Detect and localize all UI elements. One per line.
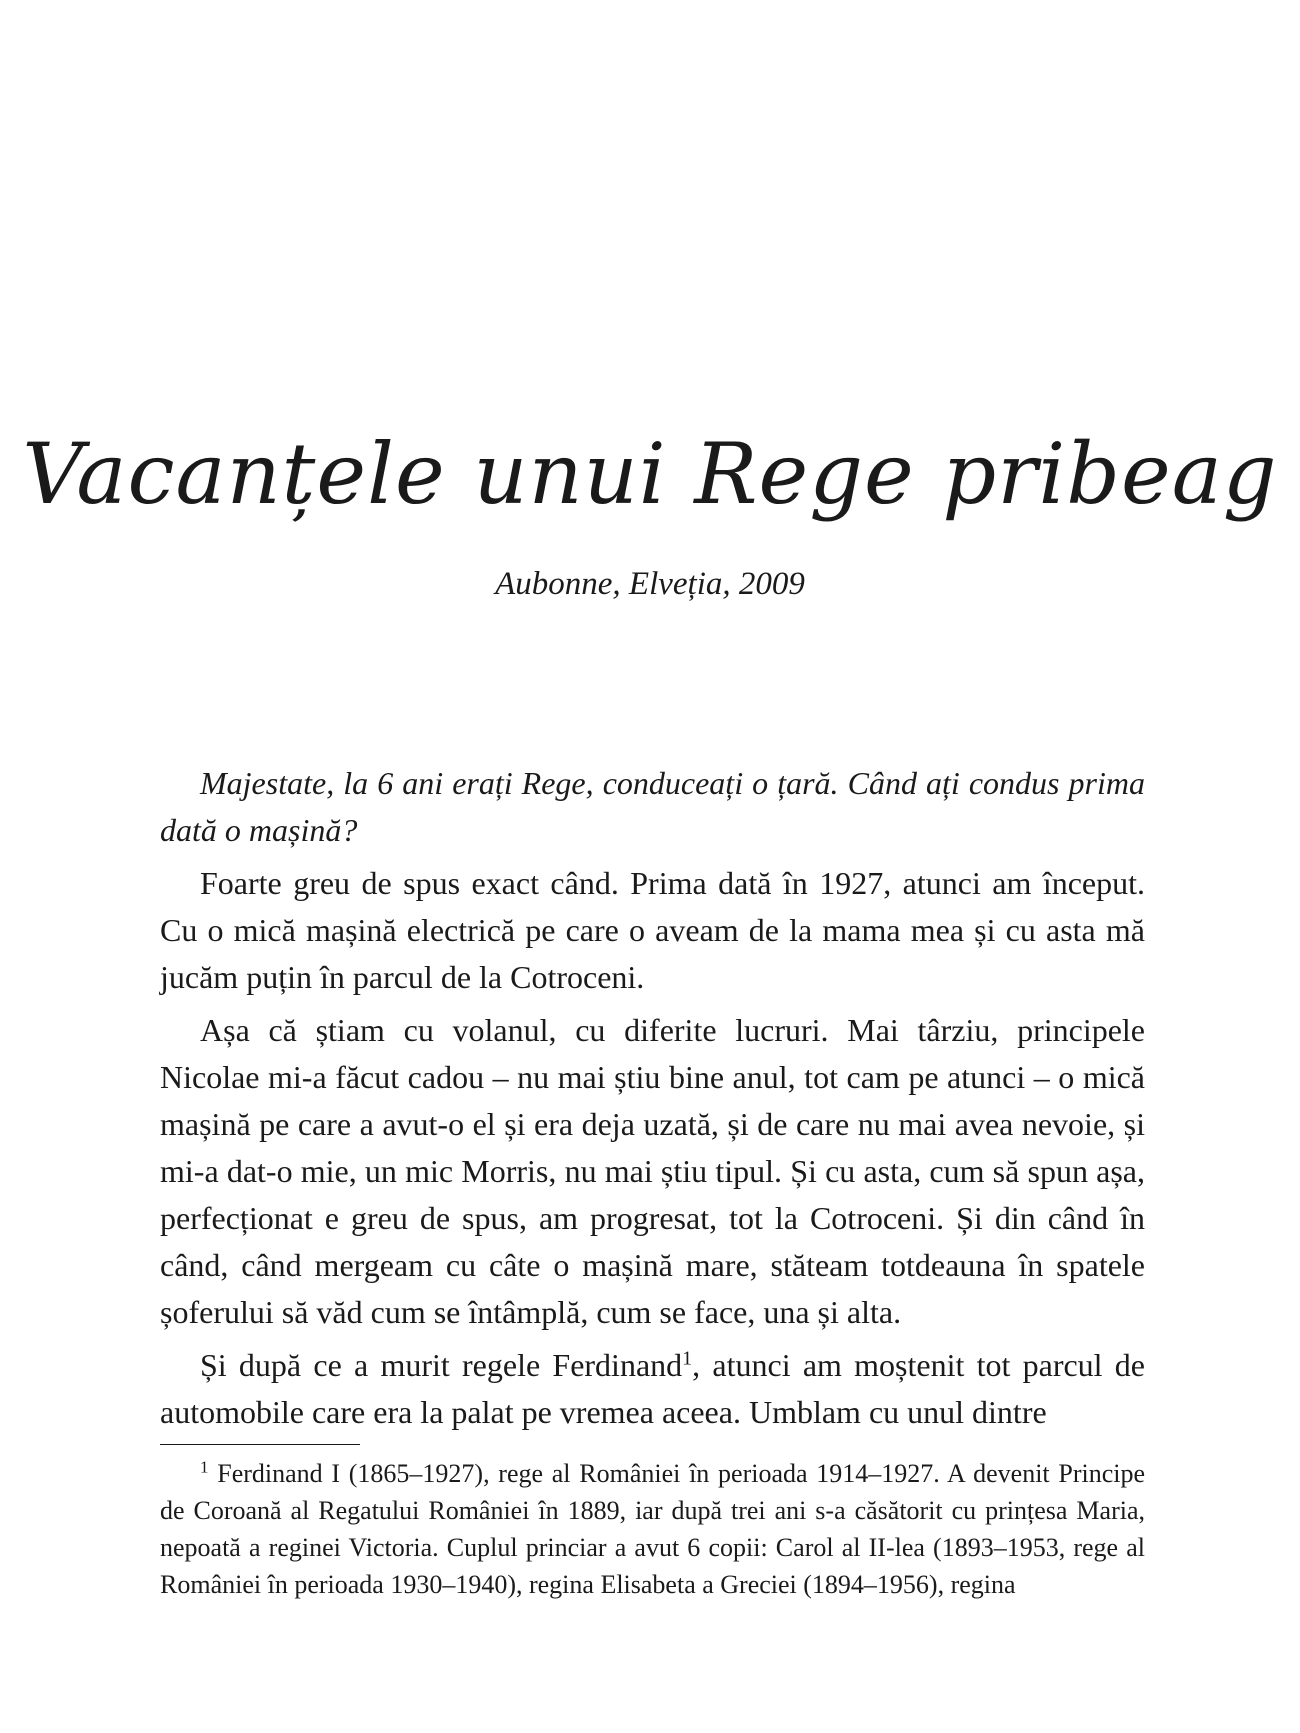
footnote-text: Ferdinand I (1865–1927), rege al României în perioada 1914–1927. A devenit Principe de Coroană al Regatului României în 1889, iar după trei ani s-a căsătorit cu prințesa Maria, nepoată a reginei Victoria. Cuplul princiar a avut 6 copii: Carol al II-lea (1893–1953, rege al României în perioada 1930–1940), regina Elisabeta a Greciei (1894–1956), regina bbox=[160, 1459, 1146, 1599]
answer-paragraph-1: Foarte greu de spus exact când. Prima dată în 1927, atunci am început. Cu o mică mașină electrică pe care o aveam de la mama mea și cu asta mă jucăm puțin în parcul de la Cotroceni. bbox=[160, 865, 1145, 995]
paragraph-3-text-after: , atunci am moștenit tot parcul de automobile care era la palat pe vremea aceea. Umblam cu unul dintre bbox=[160, 1347, 1146, 1430]
answer-paragraph-3 bbox=[160, 1342, 1145, 1436]
chapter-title: Vacanțele unui Rege pribeag bbox=[22, 425, 1278, 523]
answer-paragraph-2: Așa că știam cu volanul, cu diferite lucruri. Mai târziu, principele Nicolae mi-a făcut cadou – nu mai știu bine anul, tot cam pe atunci – o mică mașină pe care a avut-o el și era deja uzată, și de care nu mai avea nevoie, și mi-a dat-o mie, un mic Morris, nu mai știu tipul. Și cu asta, cum să spun așa, perfecționat e greu de spus, am progresat, tot la Cotroceni. Și din când în când, când mergeam cu câte o mașină mare, stăteam totdeauna în spatele șoferului să văd cum se întâmplă, cum se face, una și alta. bbox=[160, 1012, 1145, 1330]
footnote bbox=[160, 1455, 1145, 1603]
paragraph-3-text-before: Și după ce a murit regele Ferdinand bbox=[200, 1347, 683, 1383]
interview-question: Majestate, la 6 ani erați Rege, conduceați o țară. Când ați condus prima dată o mașină? bbox=[160, 765, 1145, 848]
footnote-reference: 1 bbox=[682, 1347, 693, 1370]
footnote-divider bbox=[160, 1444, 360, 1445]
footnote-marker: 1 bbox=[200, 1457, 209, 1477]
footnotes-section bbox=[160, 1455, 1145, 1603]
chapter-subtitle: Aubonne, Elveția, 2009 bbox=[495, 566, 805, 602]
body-text bbox=[160, 760, 1145, 1442]
